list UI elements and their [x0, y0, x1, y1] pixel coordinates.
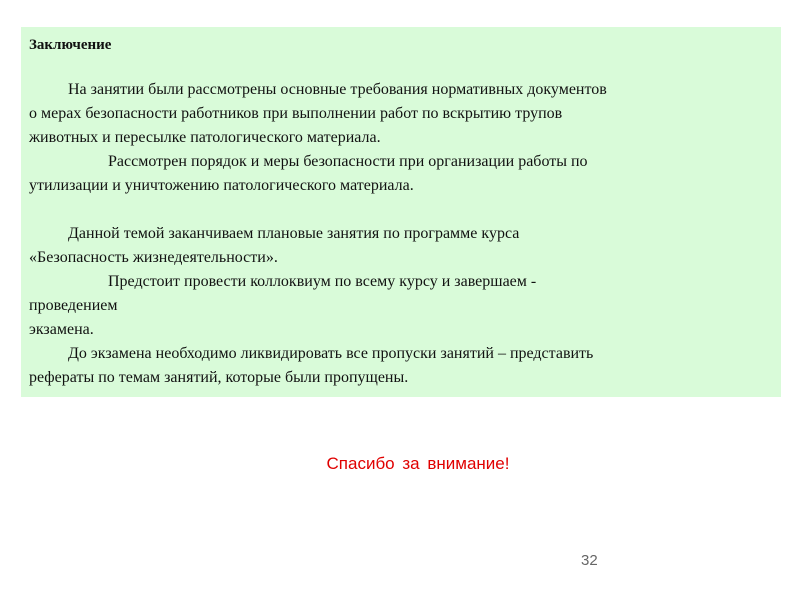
spacer: [29, 54, 773, 78]
paragraph-line: животных и пересылке патологического материала.: [29, 129, 381, 146]
page-number: 32: [581, 552, 598, 569]
conclusion-text-box: [21, 27, 781, 397]
paragraph-line: Рассмотрен порядок и меры безопасности при организации работы по: [108, 153, 588, 170]
paragraph-line: проведением: [29, 297, 118, 314]
spacer: [29, 198, 773, 222]
paragraph-line: рефераты по темам занятий, которые были пропущены.: [29, 369, 409, 386]
paragraph-line: «Безопасность жизнедеятельности».: [29, 249, 278, 266]
paragraph-line: До экзамена необходимо ликвидировать все пропуски занятий – представить: [68, 345, 594, 362]
paragraph-line: утилизации и уничтожению патологического материала.: [29, 177, 414, 194]
paragraph-line: На занятии были рассмотрены основные требования нормативных документов: [68, 81, 607, 98]
paragraph-line: экзамена.: [29, 321, 94, 338]
paragraph-line: Данной темой заканчиваем плановые занятия по программе курса: [68, 225, 520, 242]
paragraph-line: о мерах безопасности работников при выполнении работ по вскрытию трупов: [29, 105, 563, 122]
paragraph-line: Предстоит провести коллоквиум по всему курсу и завершаем -: [108, 273, 537, 290]
conclusion-heading: Заключение: [29, 37, 112, 53]
thank-you-text: Спасибо за внимание!: [326, 454, 510, 473]
